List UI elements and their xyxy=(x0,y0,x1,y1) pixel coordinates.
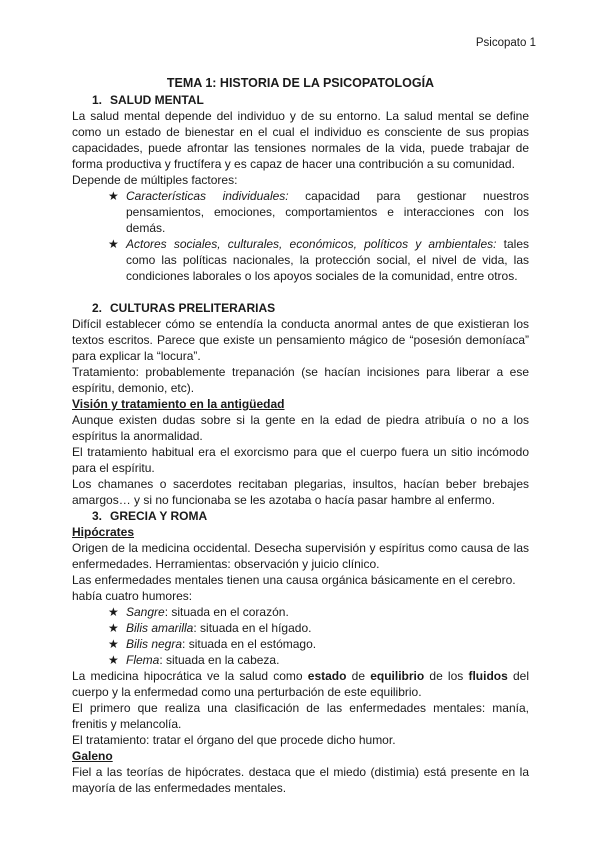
list-item xyxy=(108,188,529,236)
humor-list xyxy=(72,604,529,668)
list-item-term: Características individuales: xyxy=(126,189,289,203)
subheading: Hipócrates xyxy=(72,525,135,539)
list-item xyxy=(108,636,529,652)
section-title: CULTURAS PRELITERARIAS xyxy=(110,301,276,315)
section-title: SALUD MENTAL xyxy=(110,93,204,107)
list-item-text: capacidad para gestionar nuestros pensamientos, emociones, comportamientos e interacciones con los demás. xyxy=(126,189,529,235)
list-item-term: Flema xyxy=(126,653,160,667)
document-title: TEMA 1: HISTORIA DE LA PSICOPATOLOGÍA xyxy=(166,76,435,90)
paragraph: Las enfermedades mentales tienen una causa orgánica básicamente en el cerebro. xyxy=(72,573,516,587)
list-item-text: : situada en el corazón. xyxy=(164,605,289,619)
paragraph: había cuatro humores: xyxy=(72,589,193,603)
subheading: Galeno xyxy=(72,749,113,763)
paragraph: Depende de múltiples factores: xyxy=(72,173,238,187)
paragraph: El tratamiento habitual era el exorcismo para que el cuerpo fuera un sitio incómodo para el espíritu. xyxy=(72,445,529,475)
page-header: Psicopato 1 xyxy=(475,37,536,49)
list-item-text: : situada en el hígado. xyxy=(193,621,312,635)
section-number: 1. xyxy=(92,93,103,107)
list-item-term: Sangre xyxy=(126,605,165,619)
list-item-term: Bilis negra xyxy=(126,637,183,651)
paragraph: Aunque existen dudas sobre si la gente en la edad de piedra atribuía o no a los espíritus la anormalidad. xyxy=(72,413,529,443)
list-item-text: : situada en el estómago. xyxy=(182,637,317,651)
section-number: 2. xyxy=(92,301,103,315)
paragraph: Fiel a las teorías de hipócrates. destaca que el miedo (distimia) está presente en la mayoría de las enfermedades mentales. xyxy=(72,765,529,795)
paragraph: El primero que realiza una clasificación de las enfermedades mentales: manía, frenitis y melancolía. xyxy=(72,701,529,731)
star-icon: ★ xyxy=(108,189,119,203)
section-heading-culturas-preliterarias xyxy=(72,300,529,316)
list-item-term: Actores sociales, culturales, económicos, políticos y ambientales: xyxy=(126,237,497,251)
section-number: 3. xyxy=(92,509,103,523)
text-run: de los xyxy=(424,669,469,683)
factor-list xyxy=(72,188,529,284)
section-heading-salud-mental xyxy=(72,92,529,108)
paragraph: Origen de la medicina occidental. Desecha supervisión y espíritus como causa de las enfermedades. Herramientas: observación y juicio clínico. xyxy=(72,541,529,571)
star-icon: ★ xyxy=(108,621,119,635)
paragraph: Los chamanes o sacerdotes recitaban plegarias, insultos, hacían beber brebajes amargos… y si no funcionaba se les azotaba o hacía pasar hambre al enfermo. xyxy=(72,477,529,507)
section-title: GRECIA Y ROMA xyxy=(110,509,208,523)
list-item-text: : situada en la cabeza. xyxy=(159,653,280,667)
star-icon: ★ xyxy=(108,653,119,667)
document-body xyxy=(72,75,529,796)
paragraph: La salud mental depende del individuo y de su entorno. La salud mental se define como un estado de bienestar en el cual el individuo es consciente de sus propias capacidades, puede afrontar las tensiones normales de la vida, puede trabajar de forma productiva y fructífera y es capaz de hacer una contribución a su comunidad. xyxy=(72,109,529,171)
list-item-term: Bilis amarilla xyxy=(126,621,194,635)
star-icon: ★ xyxy=(108,237,119,251)
paragraph: El tratamiento: tratar el órgano del que procede dicho humor. xyxy=(72,733,396,747)
star-icon: ★ xyxy=(108,637,119,651)
bold-term: equilibrio xyxy=(370,669,425,683)
paragraph: Difícil establecer cómo se entendía la conducta anormal antes de que existieran los textos escritos. Parece que existe un pensamiento mágico de “posesión demoníaca” para explicar la “locura”. xyxy=(72,317,529,363)
section-heading-grecia-roma xyxy=(72,508,529,524)
list-item xyxy=(108,652,529,668)
list-item-text: tales como las políticas nacionales, la protección social, el nivel de vida, las condiciones laborales o los apoyos sociales de la comunidad, entre otros. xyxy=(126,237,529,283)
list-item xyxy=(108,620,529,636)
paragraph: Tratamiento: probablemente trepanación (se hacían incisiones para liberar a ese espíritu, demonio, etc). xyxy=(72,365,529,395)
bold-term: fluidos xyxy=(468,669,508,683)
bold-term: estado xyxy=(307,669,347,683)
list-item xyxy=(108,604,529,620)
text-run: La medicina hipocrática ve la salud como xyxy=(72,669,308,683)
list-item xyxy=(108,236,529,284)
text-run: de xyxy=(346,669,371,683)
text-run: del cuerpo y la enfermedad como una perturbación de este equilibrio. xyxy=(72,669,529,699)
paragraph xyxy=(72,668,529,700)
star-icon: ★ xyxy=(108,605,119,619)
subheading: Visión y tratamiento en la antigüedad xyxy=(72,397,285,411)
